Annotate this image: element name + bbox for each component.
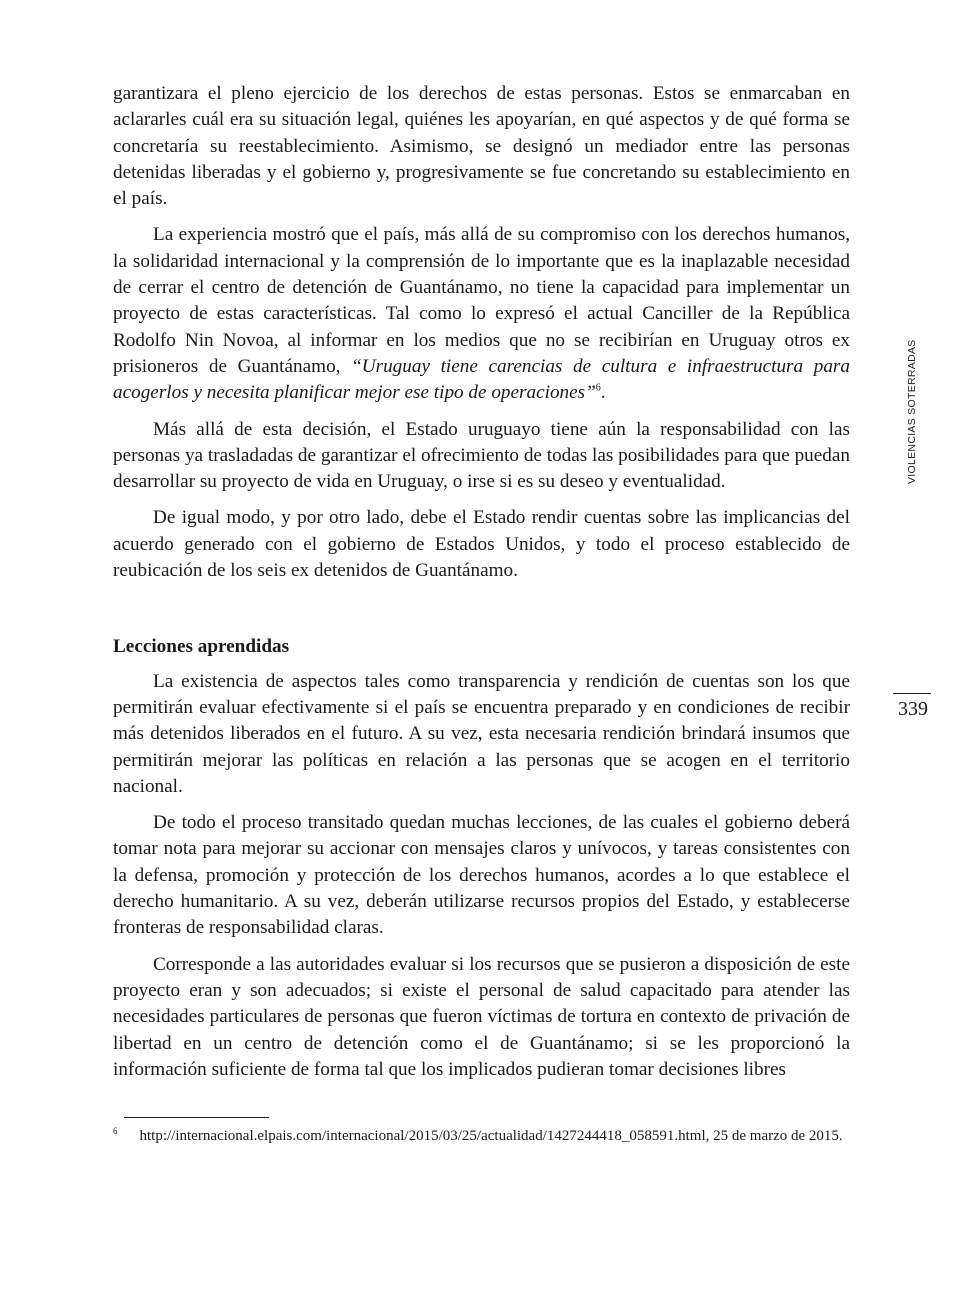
running-head-label: VIOLENCIAS SOTERRADAS (906, 339, 918, 484)
section-heading: Lecciones aprendidas (113, 636, 290, 658)
section-paragraph-3: Corresponde a las autoridades evaluar si los recursos que se pusieron a disposición de este proyecto eran y son adecuados; si existe el personal de salud capacitado para atender las necesidades particulares de personas que fueron víctimas de tortura en contexto de privación de libertad en un centro de detención como el de Guantánamo; si se les proporcionó la información suficiente de forma tal que los implicados pudieran tomar decisiones libres (113, 953, 850, 1080)
section-paragraph-2: De todo el proceso transitado quedan muchas lecciones, de las cuales el gobierno deberá tomar nota para mejorar su accionar con mensajes claros y unívocos, y tareas consistentes con la defensa, promoción y protección de los derechos humanos, acordes a lo que establece el derecho humanitario. A su vez, deberán utilizarse recursos propios del Estado, y establecerse fronteras de responsabilidad claras. (113, 812, 850, 939)
main-text-column (113, 81, 850, 1093)
body-paragraph-3: Más allá de esta decisión, el Estado uruguayo tiene aún la responsabilidad con las personas ya trasladadas de garantizar el ofrecimiento de todas las posibilidades para que puedan desarrollar su proyecto de vida en Uruguay, o irse si es su deseo y eventualidad. (113, 418, 850, 493)
footnote-reference-6[interactable]: 6 (595, 382, 601, 394)
section-paragraph-1: La existencia de aspectos tales como transparencia y rendición de cuentas son los que permitirán evaluar efectivamente si el país se encuentra preparado y en condiciones de recibir más detenidos liberados en el futuro. A su vez, esta necesaria rendición brindará insumos que permitirán mejorar las políticas en relación a las personas que se acogen en el territorio nacional. (113, 670, 850, 797)
quote-end-punctuation: . (600, 382, 606, 404)
footnote-rule (124, 1117, 269, 1118)
footnote-text[interactable]: http://internacional.elpais.com/internacional/2015/03/25/actualidad/1427244418_058591.html, 25 de marzo de 2015. (139, 1128, 843, 1144)
body-paragraph-4: De igual modo, y por otro lado, debe el Estado rendir cuentas sobre las implicancias del acuerdo generado con el gobierno de Estados Unidos, y todo el proceso establecido de reubicación de los seis ex detenidos de Guantánamo. (113, 507, 850, 582)
body-paragraph-2 (113, 222, 850, 406)
footnote-number: 6 (113, 1126, 118, 1136)
body-paragraph-1: garantizara el pleno ejercicio de los derechos de estas personas. Estos se enmarcaban en aclararles cuál era su situación legal, quiénes les apoyarían, en qué aspectos y de qué forma se concretaría su reestablecimiento. Asimismo, se designó un mediador entre las personas detenidas liberadas y el gobierno y, progresivamente se fue concretando su establecimiento en el país. (113, 83, 850, 210)
footnote (113, 1125, 850, 1147)
page-number: 339 (898, 698, 928, 720)
running-head (894, 330, 934, 490)
page-number-rule (893, 693, 931, 694)
body-paragraph-2-text: La experiencia mostró que el país, más allá de su compromiso con los derechos humanos, la solidaridad internacional y la comprensión de lo importante que es la inaplazable necesidad de cerrar el centro de detención de Guantánamo, no tiene la capacidad para implementar un proyecto de estas características. Tal como lo expresó el actual Canciller de la República Rodolfo Nin Novoa, al informar en los medios que no se recibirían en Uruguay otros ex prisioneros de Guantánamo, (113, 224, 850, 377)
canciller-quote: “Uruguay tiene carencias de cultura e infraestructura para acogerlos y necesita planificar mejor ese tipo de operaciones” (113, 355, 850, 404)
